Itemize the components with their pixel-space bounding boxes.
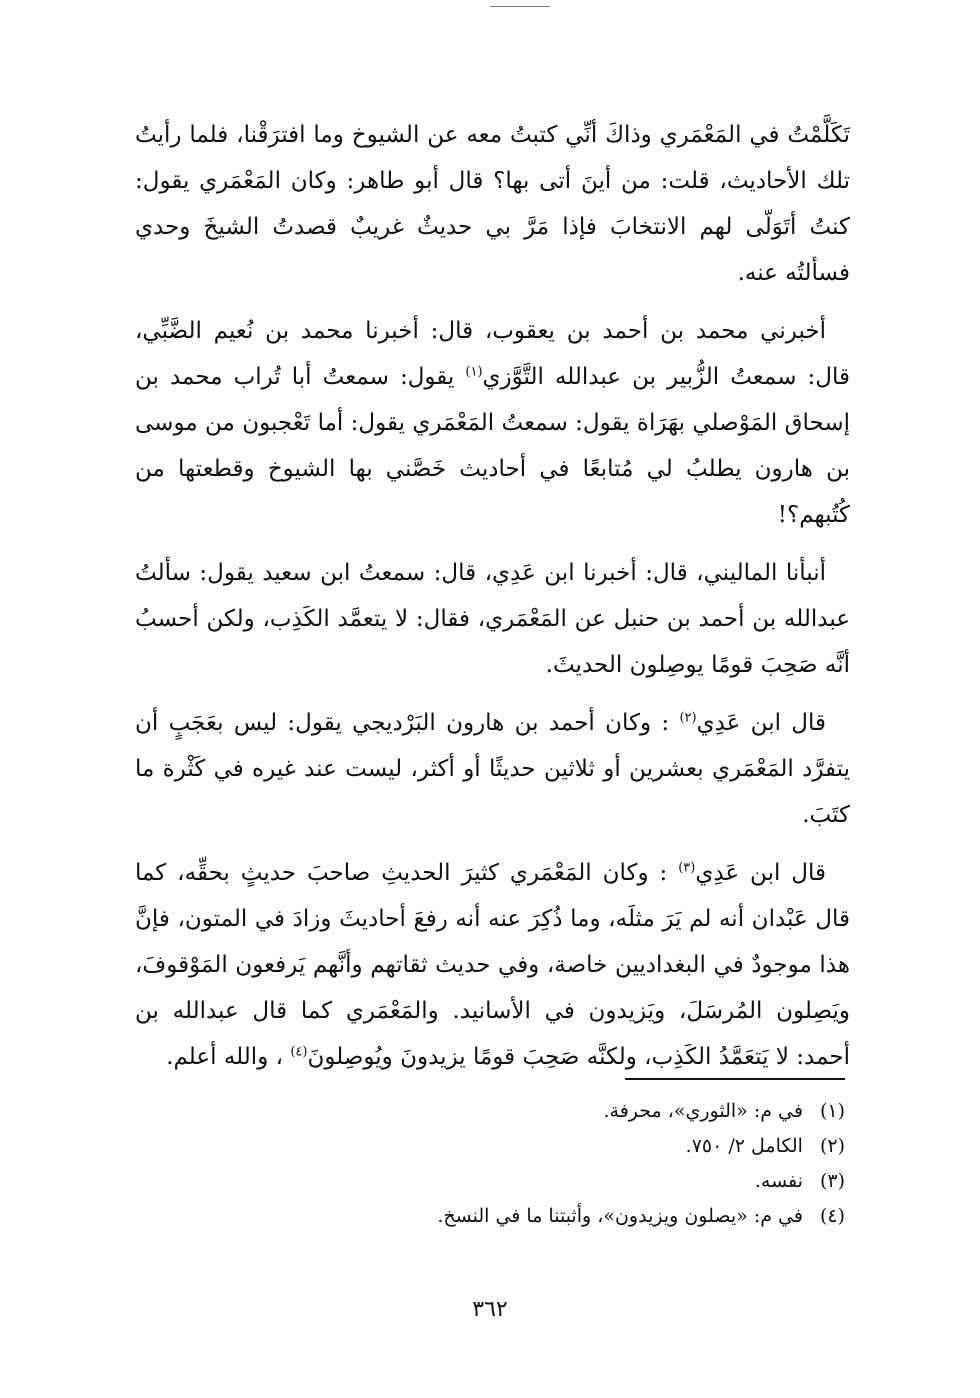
page-number: ٣٦٢ (472, 1297, 508, 1322)
footnote-4 (300, 1199, 845, 1234)
paragraph-1 (135, 112, 850, 296)
paragraph-2-text-a: أخبرني محمد بن أحمد بن يعقوب، قال: أخبرنا محمد بن نُعيم الضَّبِّي، قال: سمعتُ الزُّبير بن عبدالله التَّوَّزي (135, 318, 850, 390)
paragraph-4-text-a: قال ابن عَدِي (696, 710, 826, 736)
paragraph-5-text-a: قال ابن عَدِي (695, 860, 826, 886)
footnote-ref-3[interactable]: (٣) (678, 860, 696, 876)
footnote-4-number: (٤) (819, 1205, 845, 1227)
footnote-separator (625, 1078, 845, 1080)
footnote-4-text: في م: «يصلون ويزيدون»، وأثبتنا ما في النسخ. (437, 1205, 803, 1227)
footnote-3 (300, 1164, 845, 1199)
top-edge-rule (490, 6, 550, 7)
footnote-1-number: (١) (819, 1100, 845, 1122)
footnote-3-number: (٣) (819, 1170, 845, 1192)
footnotes (300, 1094, 845, 1234)
paragraph-1-text: تَكَلَّمْتُ في المَعْمَري وذاكَ أنِّي كتبتُ معه عن الشيوخ وما افترَقْنا، فلما رأيتُ تلك الأحاديث، قلت: من أينَ أتى بها؟ قال أبو طاهر: وكان المَعْمَري يقول: كنتُ أتَوَلّى لهم الانتخابَ فإذا مَرَّ بي حديثٌ غريبٌ قصدتُ الشيخَ وحدي فسألتُه عنه. (135, 122, 850, 286)
footnote-ref-2[interactable]: (٢) (679, 710, 697, 726)
footnote-3-text: نفسه. (754, 1170, 803, 1192)
footnote-ref-4[interactable]: (٤) (290, 1044, 308, 1060)
footnote-ref-1[interactable]: (١) (465, 364, 483, 380)
paragraph-2-text-b: يقول: سمعتُ أبا تُراب محمد بن إسحاق المَوْصلي بهَرَاة يقول: سمعتُ المَعْمَري يقول: أما تَعْجبون من موسى بن هارون يطلبُ لي مُتابعًا في أحاديث خَصَّني بها الشيوخ وقطعتها من كُتُبهم؟! (135, 364, 850, 528)
footnote-1 (300, 1094, 845, 1129)
paragraph-4-text-b: : وكان أحمد بن هارون البَرْديجي يقول: ليس بعَجَبٍ أن يتفرَّد المَعْمَري بعشرين أو ثلاثين حديثًا أو أكثر، ليست عند غيره في كَثْرة ما كتَبَ. (135, 710, 850, 828)
paragraph-3-text: أنبأنا الماليني، قال: أخبرنا ابن عَدِي، قال: سمعتُ ابن سعيد يقول: سألتُ عبدالله بن أحمد بن حنبل عن المَعْمَري، فقال: لا يتعمَّد الكَذِب، ولكن أحسبُ أنَّه صَحِبَ قومًا يوصِلون الحديثَ. (135, 560, 850, 678)
footnote-2-number: (٢) (819, 1135, 845, 1157)
paragraph-2 (135, 308, 850, 538)
main-text (135, 112, 850, 1092)
footnote-2 (300, 1129, 845, 1164)
paragraph-4 (135, 700, 850, 838)
paragraph-5 (135, 850, 850, 1080)
paragraph-3 (135, 550, 850, 688)
footnote-2-text: الكامل ٢/ ٧٥٠. (685, 1135, 803, 1157)
footnote-1-text: في م: «الثوري»، محرفة. (603, 1100, 803, 1122)
paragraph-5-text-c: ، والله أعلم. (166, 1044, 291, 1070)
paragraph-5-text-b: : وكان المَعْمَري كثيرَ الحديثِ صاحبَ حديثٍ بحقِّه، كما قال عَبْدان أنه لم يَرَ مثلَه، وما ذُكِرَ عنه أنه رفعَ أحاديثَ وزادَ في المتون، فإنَّ هذا موجودٌ في البغداديين خاصة، وفي حديث ثقاتهم وأنَّهم يَرفعون المَوْقوفَ، ويَصِلون المُرسَلَ، ويَزيدون في الأسانيد. والمَعْمَري كما قال عبدالله بن أحمد: لا يَتعَمَّدُ الكَذِب، ولكنَّه صَحِبَ قومًا يزيدونَ ويُوصِلونَ (135, 860, 850, 1070)
